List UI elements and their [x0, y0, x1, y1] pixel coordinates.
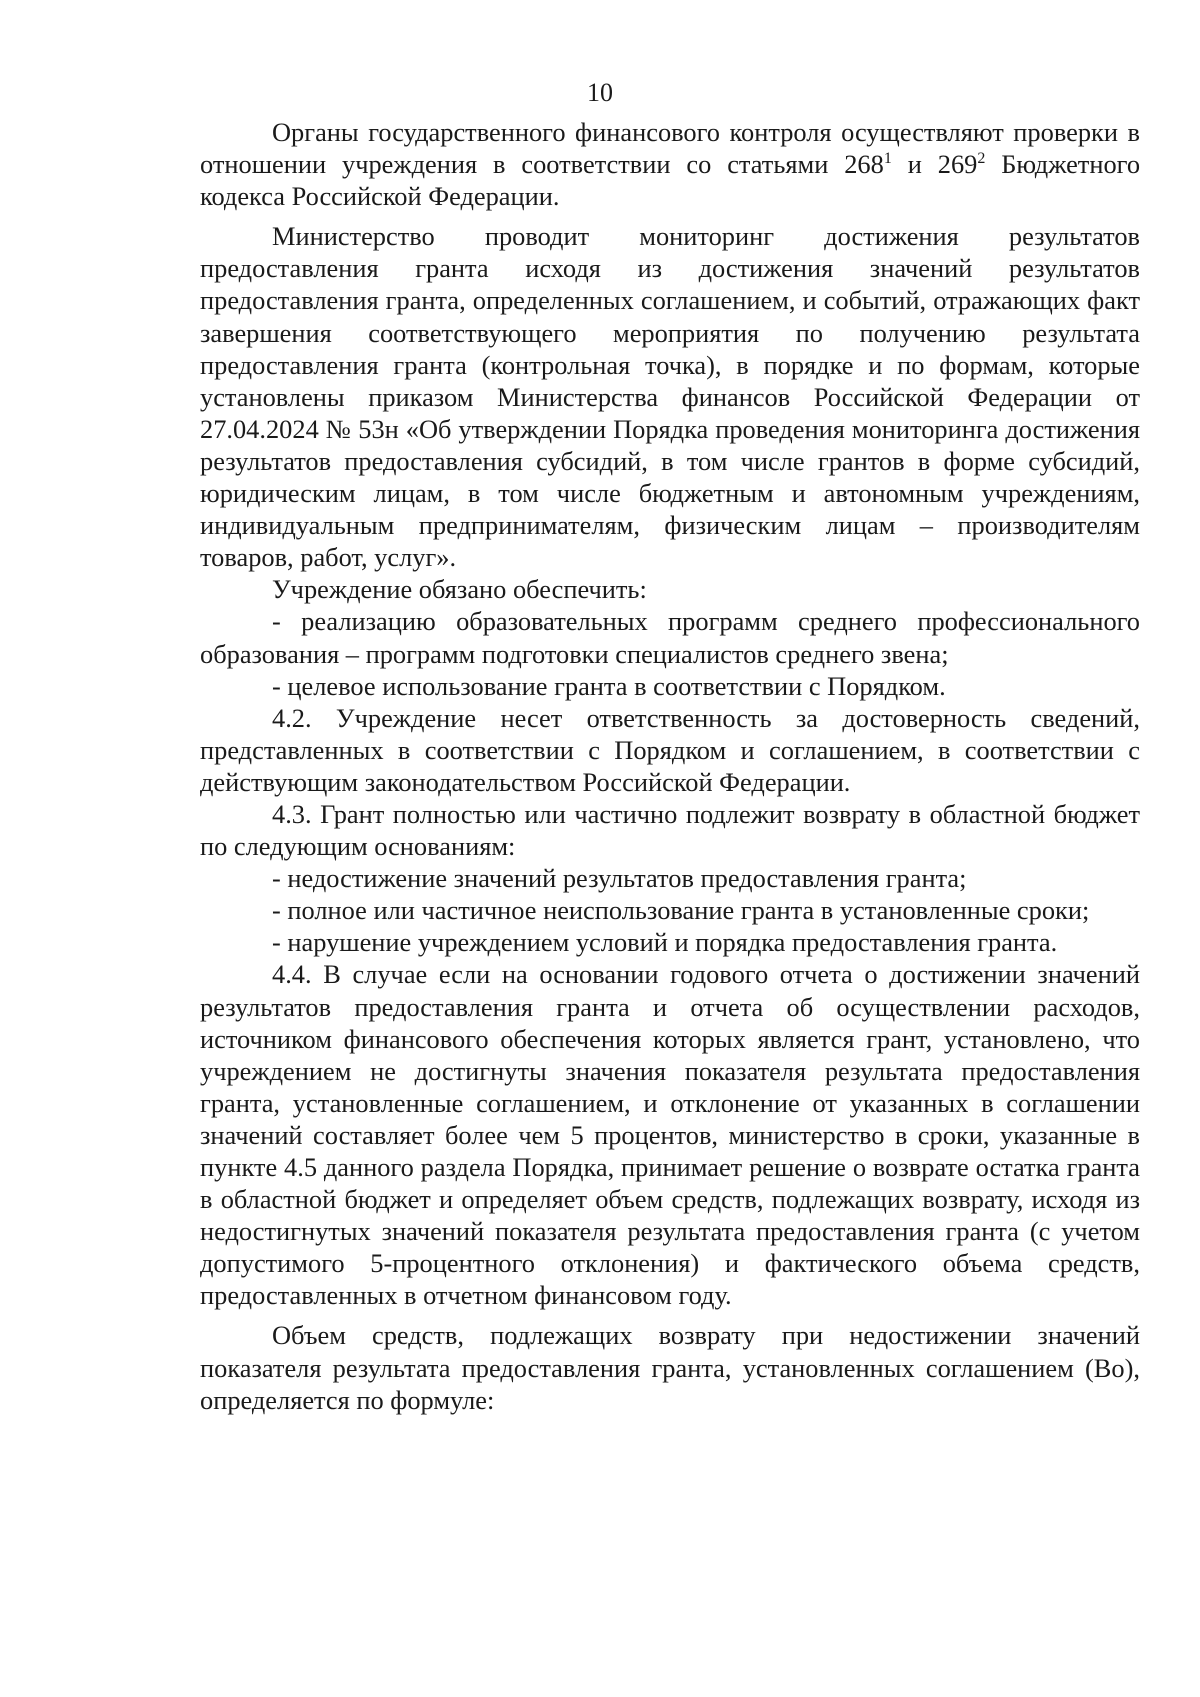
paragraph-text: и 269 [891, 149, 978, 180]
paragraph-obligations-intro: Учреждение обязано обеспечить: [272, 574, 647, 605]
paragraph-financial-control [200, 116, 1140, 212]
list-item-targeted-use: - целевое использование гранта в соответствии с Порядком. [272, 670, 946, 701]
paragraph-section-4-3: 4.3. Грант полностью или частично подлежит возврату в областной бюджет по следующим основаниям: [200, 798, 1140, 862]
paragraph-monitoring: Министерство проводит мониторинг достижения результатов предоставления гранта исходя из достижения значений результатов предоставления гранта, определенных соглашением, и событий, отражающих факт завершения соответствующего мероприятия по получению результата предоставления гранта (контрольная точка), в порядке и по формам, которые установлены приказом Министерства финансов Российской Федерации от 27.04.2024 № 53н «Об утверждении Порядка проведения мониторинга достижения результатов предоставления субсидий, в том числе грантов в форме субсидий, юридическим лицам, в том числе бюджетным и автономным учреждениям, индивидуальным предпринимателям, физическим лицам – производителям товаров, работ, услуг». [200, 221, 1140, 573]
paragraph-text: Бюджетного кодекса Российской Федерации. [200, 149, 1141, 212]
list-item-violation: - нарушение учреждением условий и порядка предоставления гранта. [272, 927, 1058, 958]
paragraph-section-4-2: 4.2. Учреждение несет ответственность за достоверность сведений, представленных в соответствии с Порядком и соглашением, в соответствии с действующим законодательством Российской Федерации. [200, 702, 1140, 797]
list-item-non-use: - полное или частичное неиспользование гранта в установленные сроки; [272, 895, 1090, 926]
document-body [200, 116, 1140, 1416]
paragraph-return-volume: Объем средств, подлежащих возврату при недостижении значений показателя результата предоставления гранта, установленных соглашением (Во), определяется по формуле: [200, 1320, 1140, 1415]
paragraph-section-4-4: 4.4. В случае если на основании годового отчета о достижении значений результатов предоставления гранта и отчета об осуществлении расходов, источником финансового обеспечения которых является грант, установлено, что учреждением не достигнуты значения показателя результата предоставления гранта, установленные соглашением, и отклонение от указанных в соглашении значений составляет более чем 5 процентов, министерство в сроки, указанные в пункте 4.5 данного раздела Порядка, принимает решение о возврате остатка гранта в областной бюджет и определяет объем средств, подлежащих возврату, исходя из недостигнутых значений показателя результата предоставления гранта (с учетом допустимого 5-процентного отклонения) и фактического объема средств, предоставленных в отчетном финансовом году. [200, 959, 1140, 1311]
list-item-non-achievement: - недостижение значений результатов предоставления гранта; [272, 863, 967, 894]
superscript: 1 [883, 150, 892, 168]
page-number: 10 [587, 78, 613, 107]
paragraph-text: Органы государственного финансового контроля осуществляют проверки в отношении учреждения в соответствии со статьями 268 [200, 117, 1140, 180]
superscript: 2 [977, 150, 986, 168]
list-item-education-programs: - реализацию образовательных программ среднего профессионального образования – программ подготовки специалистов среднего звена; [200, 606, 1140, 669]
